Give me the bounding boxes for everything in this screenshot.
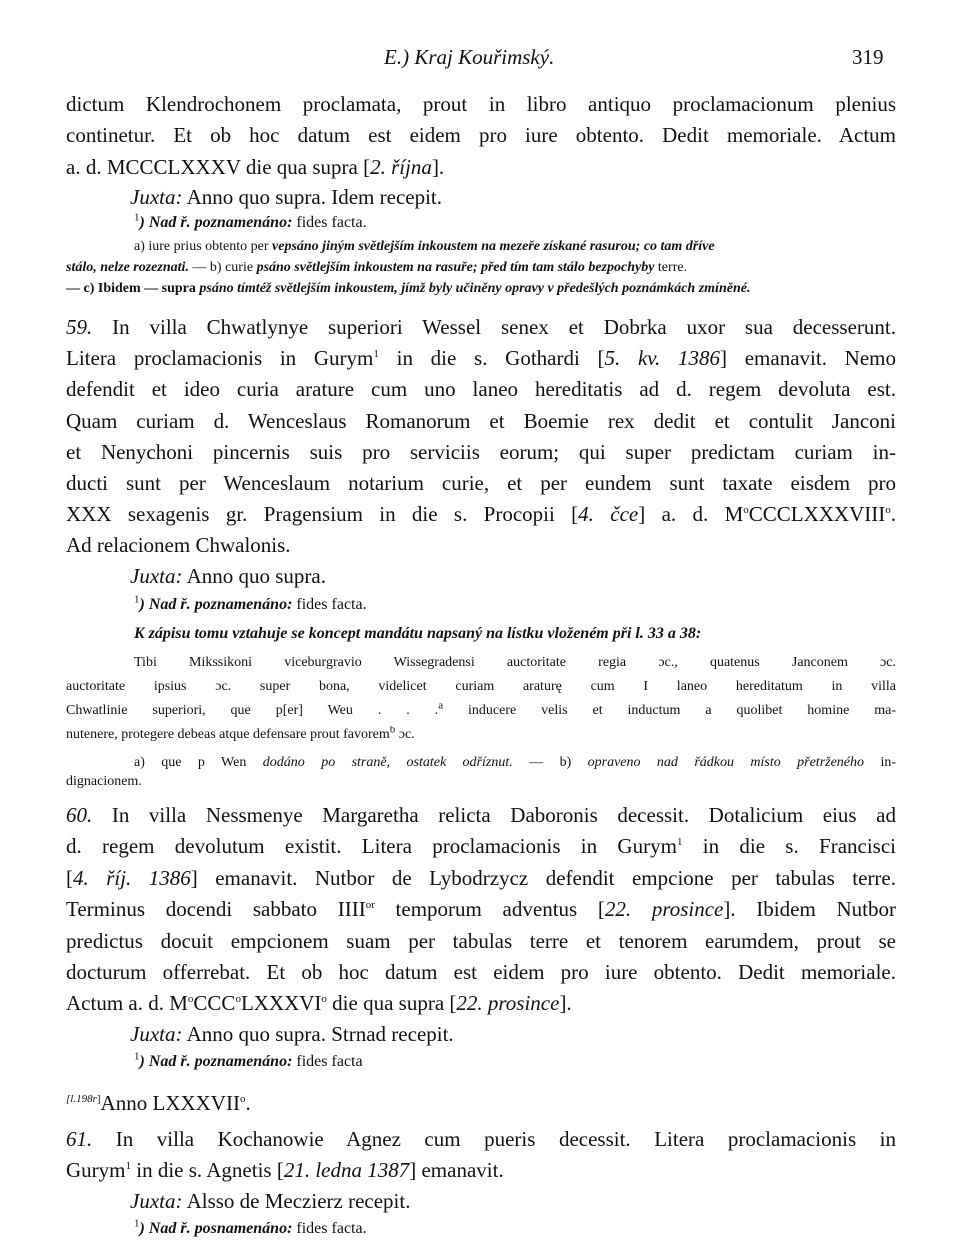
footnote-line: dignacionem. bbox=[66, 774, 142, 789]
body-line: XXX sexagenis gr. Pragensium in die s. Procopii [4. čce] a. d. $M^oCCCLXXXVIII^o$. bbox=[66, 502, 896, 526]
juxta-line: Juxta: Alsso de Meczierz recepit. bbox=[130, 1189, 411, 1213]
body-line: predictus docuit empcionem suam per tabulas terre et tenorem earumdem, prout se bbox=[66, 929, 896, 953]
body-line: continetur. Et ob hoc datum est eidem pro iure obtento. Dedit memoriale. Actum bbox=[66, 123, 896, 147]
marginal-note: $^1$) Nad ř. poznamenáno: fides facta. bbox=[134, 595, 367, 613]
juxta-line: Juxta: Anno quo supra. Idem recepit. bbox=[130, 185, 443, 209]
body-line: Gurym$^1$ in die s. Agnetis [21. ledna 1387] emanavit. bbox=[66, 1158, 504, 1182]
body-line: [4. říj. 1386] emanavit. Nutbor de Lybodrzycz defendit empcione per tabulas terre. bbox=[66, 866, 896, 890]
body-line: Litera proclamacionis in Gurym$^1$ in die s. Gothardi [5. kv. 1386] emanavit. Nemo bbox=[66, 346, 896, 370]
body-line: Terminus docendi sabbato $IIII^{or}$ temporum adventus [22. prosince]. Ibidem Nutbor bbox=[66, 897, 896, 921]
marginal-note: $^1$) Nad ř. poznamenáno: fides facta. bbox=[134, 213, 367, 231]
marginal-note: $^1$) Nad ř. poznamenáno: fides facta bbox=[134, 1052, 363, 1070]
footnote-line: stálo, nelze rozeznati. — b) curie psáno světlejším inkoustem na rasuře; před tím tam stálo bezpochyby terre. bbox=[66, 260, 688, 275]
footnote-line: a) que p Wen dodáno po straně, ostatek odříznut. — b) opraveno nad řádkou místo přetrženého in- bbox=[134, 755, 896, 770]
body-line: Ad relacionem Chwalonis. bbox=[66, 533, 291, 557]
footnote-line: — c) Ibidem — supra psáno tímtéž světlejším inkoustem, jímž byly učiněny opravy v předešlých poznámkách zmíněné. bbox=[66, 281, 751, 296]
entry-number: 60. bbox=[66, 803, 93, 827]
body-line: docturum offerrebat. Et ob hoc datum est eidem pro iure obtento. Dedit memoriale. bbox=[66, 960, 896, 984]
body-line: dictum Klendrochonem proclamata, prout in libro antiquo proclamacionum plenius bbox=[66, 92, 896, 116]
body-line: defendit et ideo curia arature cum uno laneo hereditatis ad d. regem devoluta est. bbox=[66, 377, 896, 401]
entry-61-first-line: 61. In villa Kochanowie Agnez cum pueris decessit. Litera proclamacionis in bbox=[66, 1127, 896, 1151]
draft-line: Chwatlinie superiori, que p[er] Weu . . .$^a$ inducere velis et inductum a quolibet homine ma- bbox=[66, 702, 896, 718]
draft-line: Tibi Mikssikoni viceburgravio Wissegradensi auctoritate regia ɔc., quatenus Janconem ɔc. bbox=[134, 655, 896, 670]
page-number: 319 bbox=[852, 45, 884, 69]
insert-heading: K zápisu tomu vztahuje se koncept mandátu napsaný na lístku vloženém při l. 33 a 38: bbox=[134, 625, 702, 642]
juxta-line: Juxta: Anno quo supra. Strnad recepit. bbox=[130, 1022, 454, 1046]
footnote-line: a) iure prius obtento per vepsáno jiným světlejším inkoustem na mezeře získané rasurou; co tam dříve bbox=[134, 239, 715, 254]
entry-59-first-line: 59. In villa Chwatlynye superiori Wessel senex et Dobrka uxor sua decesserunt. bbox=[66, 315, 896, 339]
body-line: Quam curiam d. Wenceslaus Romanorum et Boemie rex dedit et contulit Janconi bbox=[66, 409, 896, 433]
draft-line: nutenere, protegere debeas atque defensare prout favorem$^b$ ɔc. bbox=[66, 726, 415, 742]
entry-60-first-line: 60. In villa Nessmenye Margaretha relicta Daboronis decessit. Dotalicium eius ad bbox=[66, 803, 896, 827]
body-line: a. d. MCCCLXXXV die qua supra [2. října]. bbox=[66, 155, 445, 179]
entry-number: 59. bbox=[66, 315, 93, 339]
body-line: ducti sunt per Wenceslaum notarium curie, et per eundem sunt taxate eisdem pro bbox=[66, 471, 896, 495]
year-heading: [l.198r]Anno LXXXVII$^o$. bbox=[66, 1091, 251, 1115]
body-line: d. regem devolutum existit. Litera proclamacionis in Gurym$^1$ in die s. Francisci bbox=[66, 834, 896, 858]
juxta-line: Juxta: Anno quo supra. bbox=[130, 564, 326, 588]
running-header-title: E.) Kraj Kouřimský. bbox=[384, 45, 555, 69]
entry-number: 61. bbox=[66, 1127, 93, 1151]
body-line: et Nenychoni pincernis suis pro serviciis eorum; qui super predictam curiam in- bbox=[66, 440, 896, 464]
marginal-note: $^1$) Nad ř. posnamenáno: fides facta. bbox=[134, 1219, 367, 1237]
body-line: Actum a. d. $M^oCCC^oLXXXVI^o$ die qua supra [22. prosince]. bbox=[66, 991, 572, 1015]
draft-line: auctoritate ipsius ɔc. super bona, videlicet curiam araturę cum I laneo hereditatum in villa bbox=[66, 679, 896, 694]
